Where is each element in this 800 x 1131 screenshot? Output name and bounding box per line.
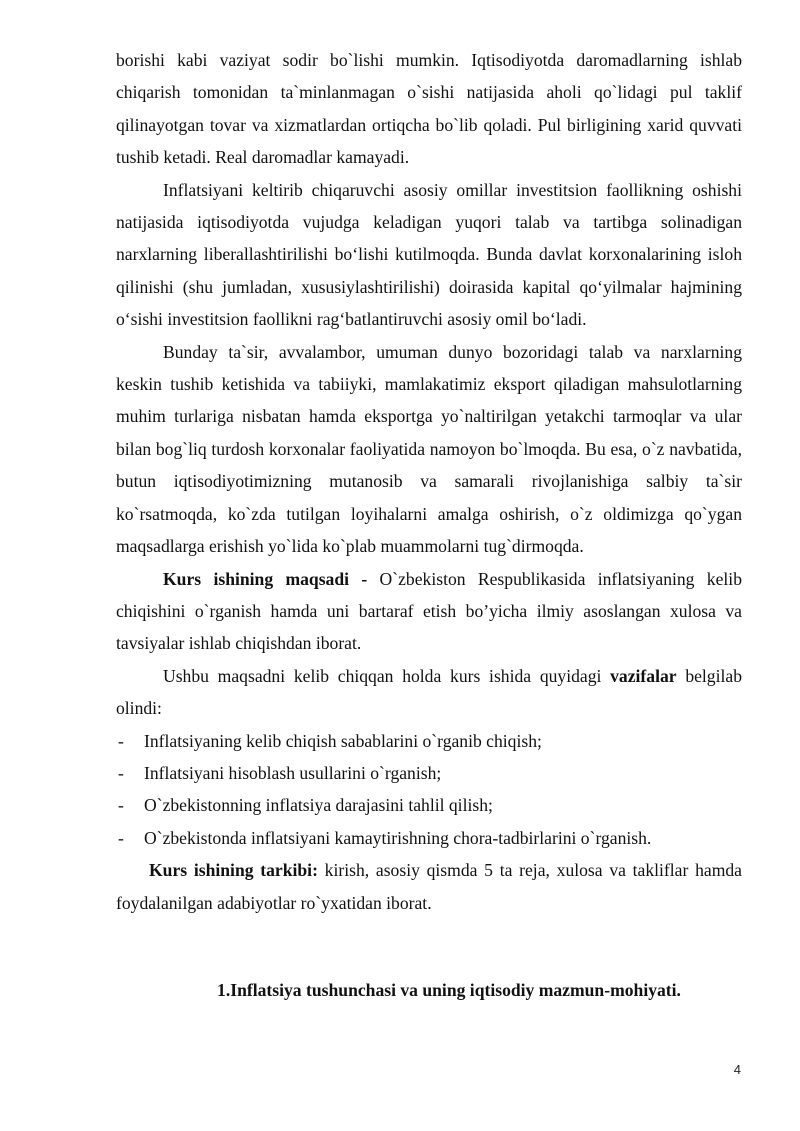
page-number: 4 — [733, 1062, 741, 1077]
list-dash: - — [118, 795, 124, 816]
tasks-intro-text: Ushbu maqsadni kelib chiqqan holda kurs ishida quyidagi — [163, 665, 611, 686]
document-page — [116, 44, 742, 1006]
paragraph-course-structure — [116, 854, 742, 919]
paragraph-world-market-impact: Bunday ta`sir, avvalambor, umuman dunyo bozoridagi talab va narxlarning keskin tushib ketishida va tabiiyki, mamlakatimiz eksport qiladigan mahsulotlarning muhim turlariga nisbatan hamda eksportga yo`naltirilgan yetakchi tarmoqlar va ular bilan bog`liq turdosh korxonalar faoliyatida namoyon bo`lmoqda. Bu esa, o`z navbatida, butun iqtisodiyotimizning mutanosib va samarali rivojlanishiga salbiy ta`sir ko`rsatmoqda, ko`zda tutilgan loyihalarni amalga oshirish, o`z oldimizga qo`ygan maqsadlarga erishish yo`lida ko`plab muammolarni tug`dirmoqda. — [116, 341, 742, 557]
paragraph-inflation-factors: Inflatsiyani keltirib chiqaruvchi asosiy omillar investitsion faollikning oshishi natijasida iqtisodiyotda vujudga keladigan yuqori talab va tartibga solinadigan narxlarning liberallashtirilishi bo‘lishi kutilmoqda. Bunda davlat korxonalarining isloh qilinishi (shu jumladan, xususiylashtirilishi) doirasida kapital qo‘yilmalar hajmining o‘sishi investitsion faollikni rag‘batlantiruvchi asosiy omil bo‘ladi. — [116, 179, 742, 330]
list-dash: - — [118, 762, 124, 783]
list-dash: - — [118, 730, 124, 751]
list-item-text: Inflatsiyani hisoblash usullarini o`rganish; — [144, 762, 442, 783]
section-spacer — [116, 919, 742, 974]
list-item-text: O`zbekistonda inflatsiyani kamaytirishning chora-tadbirlarini o`rganish. — [144, 827, 652, 848]
list-item — [116, 757, 742, 789]
list-item — [116, 725, 742, 757]
list-item — [116, 822, 742, 854]
paragraph-tasks-intro — [116, 660, 742, 725]
list-item-text: Inflatsiyaning kelib chiqish sabablarini o`rganib chiqish; — [144, 730, 542, 751]
paragraph-course-goal — [116, 563, 742, 660]
list-dash: - — [118, 827, 124, 848]
list-item — [116, 789, 742, 821]
course-goal-text: O`zbekiston Respublikasida inflatsiyaning kelib chiqishini o`rganish hamda uni bartaraf etish bo’yicha ilmiy asoslangan xulosa va tavsiyalar ishlab chiqishdan iborat. — [116, 568, 742, 654]
section-heading: 1.Inflatsiya tushunchasi va uning iqtisodiy mazmun-mohiyati. — [217, 979, 681, 1000]
tasks-intro-text-end: belgilab olindi: — [116, 665, 742, 719]
paragraph-intro: borishi kabi vaziyat sodir bo`lishi mumkin. Iqtisodiyotda daromadlarning ishlab chiqarish tomonidan ta`minlanmagan o`sishi natijasida aholi qo`lidagi pul taklif qilinayotgan tovar va xizmatlardan ortiqcha bo`lib qoladi. Pul birligining xarid quvvati tushib ketadi. Real daromadlar kamayadi. — [116, 50, 742, 168]
task-list — [116, 725, 742, 855]
list-item-text: O`zbekistonning inflatsiya darajasini tahlil qilish; — [144, 795, 493, 816]
course-structure-text: kirish, asosiy qismda 5 ta reja, xulosa va takliflar hamda foydalanilgan adabiyotlar ro`yxatidan iborat. — [116, 860, 742, 913]
course-goal-label: Kurs ishining maqsadi - — [163, 568, 368, 589]
course-structure-label: Kurs ishining tarkibi: — [149, 860, 318, 881]
tasks-label: vazifalar — [610, 665, 677, 686]
